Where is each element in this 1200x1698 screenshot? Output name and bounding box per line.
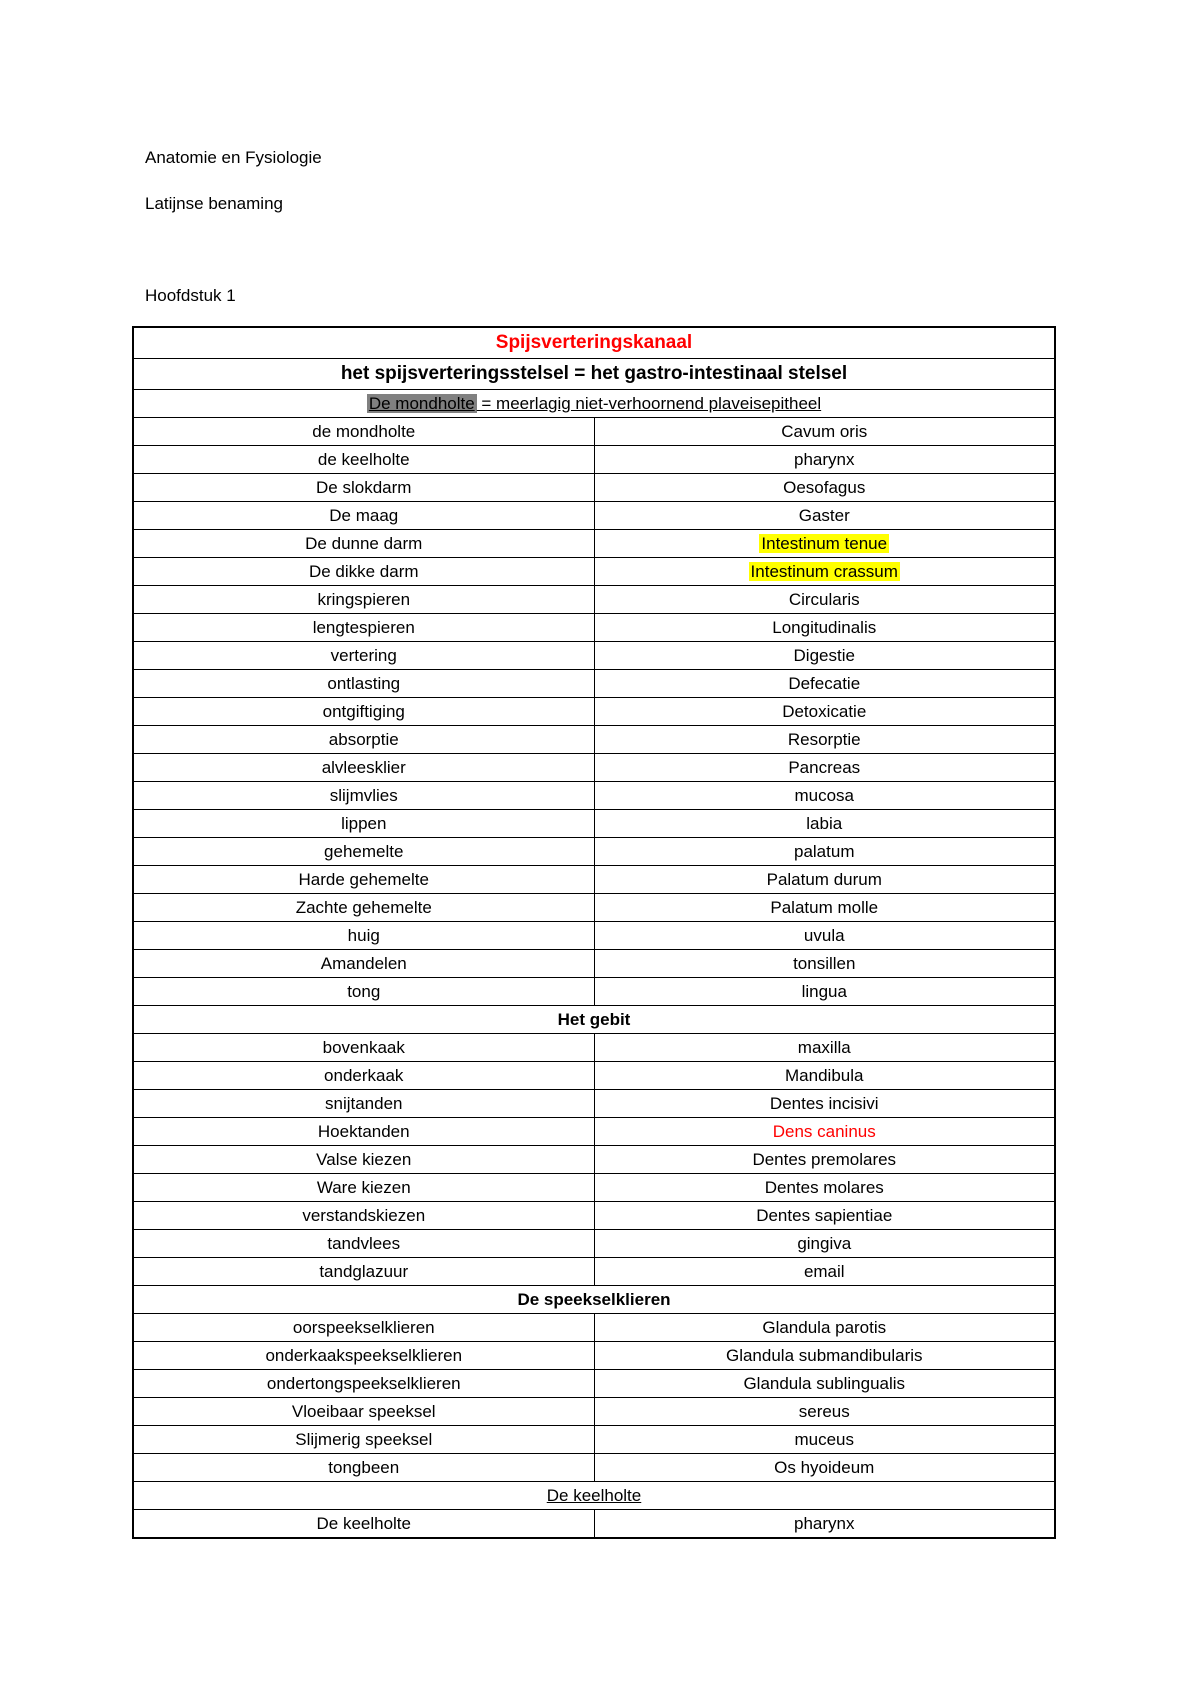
dutch-term-cell — [133, 866, 594, 894]
latin-term: uvula — [803, 925, 845, 945]
dutch-term: verstandskiezen — [302, 1205, 426, 1225]
dutch-term: ontlasting — [327, 673, 401, 693]
dutch-term: Slijmerig speeksel — [295, 1429, 433, 1449]
table-subtitle: het spijsverteringsstelsel = het gastro-intestinaal stelsel — [133, 359, 1055, 390]
dutch-term-cell — [133, 1062, 594, 1090]
latin-term: pharynx — [794, 449, 855, 469]
latin-term: email — [803, 1261, 845, 1281]
dutch-term: lippen — [341, 813, 387, 833]
latin-term-cell — [594, 1510, 1055, 1539]
table-row — [133, 866, 1055, 894]
latin-term-cell — [594, 1118, 1055, 1146]
dutch-term-cell — [133, 1174, 594, 1202]
table-row — [133, 614, 1055, 642]
dutch-term: snijtanden — [324, 1093, 403, 1113]
table-row — [133, 894, 1055, 922]
latin-term-cell — [594, 502, 1055, 530]
latin-term-cell — [594, 1230, 1055, 1258]
table-row — [133, 1398, 1055, 1426]
table-row — [133, 1146, 1055, 1174]
table-row — [133, 446, 1055, 474]
dutch-term: alvleesklier — [321, 757, 406, 777]
latin-term: muceus — [794, 1429, 855, 1449]
dutch-term-cell — [133, 1342, 594, 1370]
dutch-term: Valse kiezen — [316, 1149, 412, 1169]
section-row — [133, 1482, 1055, 1510]
dutch-term-cell — [133, 446, 594, 474]
latin-term: maxilla — [797, 1037, 851, 1057]
latin-term-cell — [594, 698, 1055, 726]
dutch-term: tandvlees — [327, 1233, 401, 1253]
latin-term-cell — [594, 614, 1055, 642]
latin-term: Dentes sapientiae — [756, 1205, 893, 1225]
table-row — [133, 1370, 1055, 1398]
table-title-row — [133, 327, 1055, 359]
dutch-term: onderkaakspeekselklieren — [265, 1345, 463, 1365]
table-row — [133, 1342, 1055, 1370]
dutch-term-cell — [133, 1258, 594, 1286]
dutch-term-cell — [133, 810, 594, 838]
latin-term: Mandibula — [785, 1065, 864, 1085]
latin-term: Digestie — [793, 645, 855, 665]
dutch-term: vertering — [330, 645, 397, 665]
dutch-term: Ware kiezen — [316, 1177, 411, 1197]
latin-term: Dentes molares — [764, 1177, 884, 1197]
table-row — [133, 950, 1055, 978]
dutch-term-cell — [133, 894, 594, 922]
latin-term: Dentes incisivi — [769, 1093, 879, 1113]
table-row — [133, 1202, 1055, 1230]
dutch-term-cell — [133, 1426, 594, 1454]
dutch-term: ontgiftiging — [322, 701, 405, 721]
latin-term: tonsillen — [793, 953, 856, 973]
latin-term: Dens caninus — [772, 1121, 876, 1141]
table-row — [133, 810, 1055, 838]
dutch-term: slijmvlies — [329, 785, 398, 805]
dutch-term-cell — [133, 474, 594, 502]
table-row — [133, 1062, 1055, 1090]
latin-term: palatum — [794, 841, 855, 861]
latin-term-cell — [594, 978, 1055, 1006]
dutch-term: tandglazuur — [319, 1261, 409, 1281]
latin-term-cell — [594, 530, 1055, 558]
latin-term: Glandula sublingualis — [743, 1373, 906, 1393]
terminology-table — [132, 326, 1056, 1539]
table-row — [133, 1454, 1055, 1482]
latin-term-cell — [594, 1258, 1055, 1286]
latin-term: gingiva — [797, 1233, 852, 1253]
table-row — [133, 1230, 1055, 1258]
latin-term-cell — [594, 754, 1055, 782]
table-row — [133, 922, 1055, 950]
latin-term-cell — [594, 782, 1055, 810]
latin-term-cell — [594, 1062, 1055, 1090]
dutch-term: huig — [347, 925, 380, 945]
latin-term-cell — [594, 586, 1055, 614]
dutch-term: De maag — [329, 505, 399, 525]
latin-term-cell — [594, 474, 1055, 502]
latin-term-cell — [594, 1202, 1055, 1230]
latin-term-cell — [594, 1090, 1055, 1118]
section-heading: Het gebit — [133, 1006, 1055, 1034]
table-row — [133, 698, 1055, 726]
table-subtitle-row — [133, 359, 1055, 390]
section-heading: De keelholte — [133, 1482, 1055, 1510]
table-row — [133, 586, 1055, 614]
table-row — [133, 754, 1055, 782]
dutch-term-cell — [133, 1398, 594, 1426]
dutch-term: ondertongspeekselklieren — [266, 1373, 461, 1393]
latin-term: Detoxicatie — [782, 701, 867, 721]
latin-term: lingua — [801, 981, 847, 1001]
latin-term: Dentes premolares — [752, 1149, 897, 1169]
dutch-term: De slokdarm — [316, 477, 412, 497]
dutch-term-cell — [133, 978, 594, 1006]
latin-term: Palatum molle — [770, 897, 879, 917]
dutch-term-cell — [133, 558, 594, 586]
table-row — [133, 1258, 1055, 1286]
latin-term: pharynx — [794, 1513, 855, 1533]
dutch-term-cell — [133, 502, 594, 530]
dutch-term-cell — [133, 418, 594, 446]
dutch-term-cell — [133, 950, 594, 978]
dutch-term: tong — [347, 981, 381, 1001]
dutch-term-cell — [133, 586, 594, 614]
table-row — [133, 782, 1055, 810]
latin-term-cell — [594, 1314, 1055, 1342]
dutch-term: gehemelte — [324, 841, 404, 861]
table-row — [133, 1090, 1055, 1118]
dutch-term: Harde gehemelte — [298, 869, 429, 889]
dutch-term: Amandelen — [320, 953, 407, 973]
latin-term-cell — [594, 1146, 1055, 1174]
dutch-term: bovenkaak — [322, 1037, 405, 1057]
dutch-term-cell — [133, 1454, 594, 1482]
dutch-term: kringspieren — [317, 589, 411, 609]
dutch-term: De keelholte — [316, 1513, 411, 1533]
latin-term-cell — [594, 1342, 1055, 1370]
dutch-term: oorspeekselklieren — [292, 1317, 435, 1337]
latin-term: Intestinum crassum — [750, 561, 898, 581]
dutch-term: lengtespieren — [312, 617, 415, 637]
dutch-term-cell — [133, 1370, 594, 1398]
latin-term: Resorptie — [787, 729, 861, 749]
latin-term: labia — [806, 813, 843, 833]
table-row — [133, 1034, 1055, 1062]
latin-term: Longitudinalis — [772, 617, 877, 637]
table-row — [133, 474, 1055, 502]
table-row — [133, 418, 1055, 446]
dutch-term-cell — [133, 1202, 594, 1230]
table-row — [133, 558, 1055, 586]
table-row — [133, 670, 1055, 698]
latin-term: Oesofagus — [783, 477, 866, 497]
latin-term-cell — [594, 1174, 1055, 1202]
latin-term-cell — [594, 446, 1055, 474]
latin-term: Circularis — [788, 589, 860, 609]
table-row — [133, 838, 1055, 866]
dutch-term-cell — [133, 1230, 594, 1258]
latin-term-cell — [594, 950, 1055, 978]
dutch-term-cell — [133, 1510, 594, 1539]
chapter-heading: Hoofdstuk 1 — [145, 286, 236, 305]
section-row — [133, 1006, 1055, 1034]
latin-term-cell — [594, 670, 1055, 698]
table-row — [133, 726, 1055, 754]
latin-term: Gaster — [798, 505, 850, 525]
table-note-row — [133, 390, 1055, 418]
dutch-term-cell — [133, 726, 594, 754]
latin-term: Palatum durum — [766, 869, 882, 889]
dutch-term-cell — [133, 922, 594, 950]
dutch-term: absorptie — [328, 729, 399, 749]
latin-term-cell — [594, 866, 1055, 894]
latin-term-cell — [594, 894, 1055, 922]
document-subtitle: Latijnse benaming — [145, 194, 283, 213]
latin-term: Glandula parotis — [762, 1317, 887, 1337]
latin-term: Cavum oris — [781, 421, 868, 441]
dutch-term-cell — [133, 698, 594, 726]
dutch-term: Hoektanden — [317, 1121, 410, 1141]
latin-term: Defecatie — [788, 673, 861, 693]
dutch-term-cell — [133, 782, 594, 810]
latin-term: Pancreas — [788, 757, 861, 777]
table-row — [133, 1314, 1055, 1342]
latin-term-cell — [594, 1398, 1055, 1426]
latin-term-cell — [594, 838, 1055, 866]
note-text: = meerlagig niet-verhoornend plaveisepitheel — [476, 393, 822, 413]
table-row — [133, 978, 1055, 1006]
dutch-term-cell — [133, 1118, 594, 1146]
latin-term: Glandula submandibularis — [725, 1345, 923, 1365]
dutch-term-cell — [133, 670, 594, 698]
dutch-term: tongbeen — [328, 1457, 400, 1477]
dutch-term: De dikke darm — [308, 561, 419, 581]
dutch-term-cell — [133, 838, 594, 866]
table-title: Spijsverteringskanaal — [133, 327, 1055, 359]
document-title: Anatomie en Fysiologie — [145, 148, 322, 167]
dutch-term: onderkaak — [324, 1065, 404, 1085]
latin-term-cell — [594, 418, 1055, 446]
table-row — [133, 1174, 1055, 1202]
latin-term-cell — [594, 558, 1055, 586]
note-highlight: De mondholte — [368, 393, 475, 413]
latin-term-cell — [594, 1370, 1055, 1398]
latin-term-cell — [594, 642, 1055, 670]
dutch-term-cell — [133, 1090, 594, 1118]
dutch-term: de mondholte — [312, 421, 416, 441]
dutch-term-cell — [133, 1034, 594, 1062]
dutch-term-cell — [133, 1146, 594, 1174]
latin-term: sereus — [798, 1401, 850, 1421]
dutch-term: Zachte gehemelte — [295, 897, 432, 917]
dutch-term-cell — [133, 754, 594, 782]
latin-term: mucosa — [794, 785, 855, 805]
dutch-term-cell — [133, 530, 594, 558]
dutch-term-cell — [133, 642, 594, 670]
dutch-term: De dunne darm — [305, 533, 423, 553]
latin-term-cell — [594, 726, 1055, 754]
table-row — [133, 502, 1055, 530]
table-row — [133, 1118, 1055, 1146]
latin-term-cell — [594, 1034, 1055, 1062]
table-row — [133, 1510, 1055, 1539]
table-note — [133, 390, 1055, 418]
latin-term-cell — [594, 922, 1055, 950]
dutch-term: de keelholte — [317, 449, 410, 469]
table-row — [133, 1426, 1055, 1454]
dutch-term-cell — [133, 1314, 594, 1342]
latin-term: Os hyoideum — [774, 1457, 875, 1477]
section-heading: De speekselklieren — [133, 1286, 1055, 1314]
latin-term-cell — [594, 1426, 1055, 1454]
table-row — [133, 642, 1055, 670]
dutch-term-cell — [133, 614, 594, 642]
dutch-term: Vloeibaar speeksel — [291, 1401, 436, 1421]
section-row — [133, 1286, 1055, 1314]
latin-term-cell — [594, 810, 1055, 838]
latin-term-cell — [594, 1454, 1055, 1482]
table-row — [133, 530, 1055, 558]
latin-term: Intestinum tenue — [761, 533, 888, 553]
